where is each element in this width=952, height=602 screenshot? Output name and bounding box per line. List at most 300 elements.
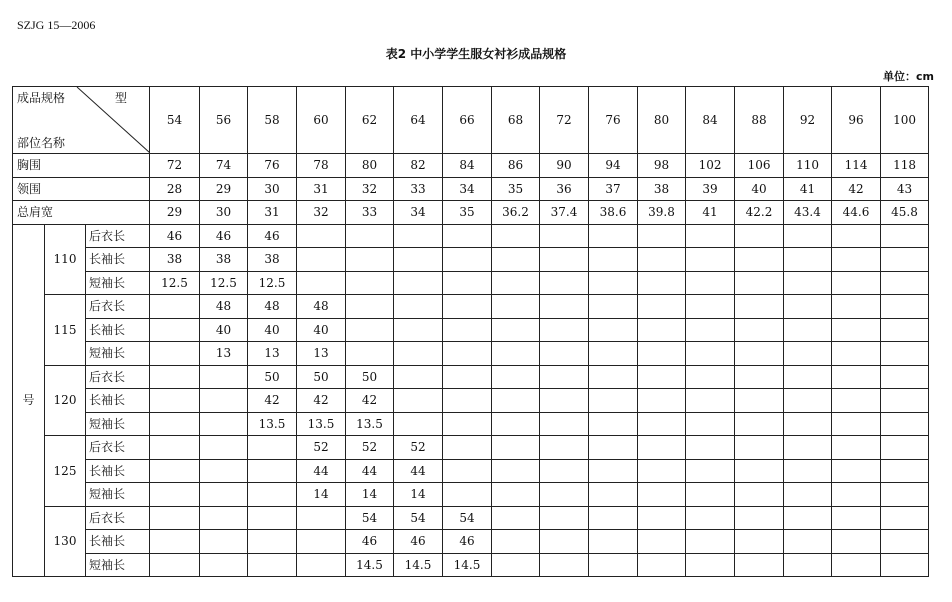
table-cell: 13: [200, 342, 248, 366]
table-cell: [686, 295, 735, 319]
table-cell: 52: [297, 436, 346, 460]
table-cell: [443, 248, 492, 272]
table-cell: [589, 295, 638, 319]
corner-label-type: 型: [115, 91, 128, 105]
table-cell: [492, 459, 540, 483]
table-cell: 33: [346, 201, 394, 225]
table-cell: [492, 248, 540, 272]
table-cell: [881, 295, 929, 319]
table-cell: [443, 459, 492, 483]
table-cell: 14.5: [443, 553, 492, 577]
table-cell: [686, 506, 735, 530]
table-cell: [638, 389, 686, 413]
part-label: 后衣长: [86, 506, 150, 530]
part-label: 短袖长: [86, 342, 150, 366]
table-cell: [784, 436, 832, 460]
table-cell: [784, 295, 832, 319]
table-cell: [735, 459, 784, 483]
type-header-cell: 56: [200, 87, 248, 154]
table-cell: [686, 365, 735, 389]
table-cell: [686, 530, 735, 554]
measure-label: 胸围: [13, 154, 150, 178]
table-cell: 30: [200, 201, 248, 225]
table-cell: 110: [784, 154, 832, 178]
table-cell: [297, 248, 346, 272]
table-cell: [394, 412, 443, 436]
size-row: [13, 506, 929, 530]
table-cell: [686, 248, 735, 272]
table-cell: [638, 530, 686, 554]
table-cell: 54: [394, 506, 443, 530]
table-cell: [735, 506, 784, 530]
type-header-cell: 66: [443, 87, 492, 154]
part-label: 长袖长: [86, 318, 150, 342]
size-row: [13, 224, 929, 248]
table-cell: 44.6: [832, 201, 881, 225]
table-cell: [394, 295, 443, 319]
table-cell: [881, 271, 929, 295]
table-title: 表2 中小学学生服女衬衫成品规格: [385, 47, 567, 61]
table-cell: 34: [394, 201, 443, 225]
part-label: 长袖长: [86, 530, 150, 554]
table-cell: [881, 318, 929, 342]
table-cell: [492, 365, 540, 389]
size-row: [13, 342, 929, 366]
table-cell: 33: [394, 177, 443, 201]
table-cell: [735, 318, 784, 342]
table-cell: [492, 436, 540, 460]
table-cell: [297, 224, 346, 248]
table-cell: [589, 224, 638, 248]
table-cell: [589, 459, 638, 483]
table-cell: 40: [200, 318, 248, 342]
table-cell: [492, 553, 540, 577]
table-cell: [832, 436, 881, 460]
table-cell: [589, 553, 638, 577]
table-cell: [248, 483, 297, 507]
table-cell: [492, 342, 540, 366]
table-cell: [881, 530, 929, 554]
table-cell: [492, 483, 540, 507]
table-cell: [394, 389, 443, 413]
table-cell: [150, 483, 200, 507]
table-cell: 74: [200, 154, 248, 178]
table-cell: [686, 224, 735, 248]
table-cell: 32: [346, 177, 394, 201]
table-cell: [832, 248, 881, 272]
table-cell: 12.5: [200, 271, 248, 295]
table-cell: 106: [735, 154, 784, 178]
table-cell: [686, 342, 735, 366]
table-cell: 13.5: [297, 412, 346, 436]
table-cell: [492, 271, 540, 295]
table-cell: [540, 365, 589, 389]
table-cell: 39: [686, 177, 735, 201]
table-cell: 50: [248, 365, 297, 389]
type-header-cell: 58: [248, 87, 297, 154]
table-cell: 48: [200, 295, 248, 319]
table-cell: [881, 412, 929, 436]
table-cell: 39.8: [638, 201, 686, 225]
table-cell: 14: [394, 483, 443, 507]
table-cell: [492, 295, 540, 319]
part-label: 短袖长: [86, 271, 150, 295]
table-cell: [735, 271, 784, 295]
table-cell: [638, 295, 686, 319]
table-cell: 78: [297, 154, 346, 178]
size-row: [13, 412, 929, 436]
type-header-cell: 80: [638, 87, 686, 154]
table-cell: 29: [150, 201, 200, 225]
type-header-cell: 60: [297, 87, 346, 154]
type-header-cell: 68: [492, 87, 540, 154]
table-cell: 50: [297, 365, 346, 389]
table-cell: [200, 530, 248, 554]
unit-label: 单位：cm: [883, 70, 934, 83]
table-cell: [248, 459, 297, 483]
table-cell: [540, 318, 589, 342]
table-cell: [638, 412, 686, 436]
table-cell: [297, 530, 346, 554]
table-cell: 35: [443, 201, 492, 225]
table-cell: 35: [492, 177, 540, 201]
hao-label: 号: [13, 224, 45, 577]
table-cell: 44: [346, 459, 394, 483]
table-cell: [784, 412, 832, 436]
table-cell: [638, 224, 686, 248]
table-cell: [686, 318, 735, 342]
table-cell: [200, 483, 248, 507]
table-cell: [881, 483, 929, 507]
table-cell: [540, 553, 589, 577]
table-cell: [394, 342, 443, 366]
table-cell: [638, 271, 686, 295]
table-cell: [686, 271, 735, 295]
table-cell: [394, 248, 443, 272]
table-cell: [784, 248, 832, 272]
table-cell: 98: [638, 154, 686, 178]
table-cell: [394, 318, 443, 342]
table-cell: [248, 553, 297, 577]
table-cell: 14.5: [346, 553, 394, 577]
size-row: [13, 530, 929, 554]
table-cell: 13.5: [248, 412, 297, 436]
table-cell: 14: [297, 483, 346, 507]
table-cell: [638, 436, 686, 460]
table-cell: 37.4: [540, 201, 589, 225]
part-label: 后衣长: [86, 365, 150, 389]
table-cell: 42: [832, 177, 881, 201]
table-cell: 72: [150, 154, 200, 178]
table-cell: [784, 389, 832, 413]
table-cell: [686, 483, 735, 507]
table-cell: [735, 553, 784, 577]
table-cell: [443, 318, 492, 342]
table-cell: 38: [200, 248, 248, 272]
table-cell: 30: [248, 177, 297, 201]
table-cell: [832, 553, 881, 577]
table-cell: [150, 412, 200, 436]
table-cell: [735, 342, 784, 366]
table-cell: [832, 342, 881, 366]
table-cell: [200, 365, 248, 389]
table-cell: 52: [346, 436, 394, 460]
table-cell: [881, 365, 929, 389]
size-row: [13, 271, 929, 295]
table-cell: 14.5: [394, 553, 443, 577]
table-cell: [150, 553, 200, 577]
table-cell: [589, 271, 638, 295]
table-cell: 12.5: [150, 271, 200, 295]
table-cell: 102: [686, 154, 735, 178]
table-cell: [540, 506, 589, 530]
table-cell: 44: [394, 459, 443, 483]
table-cell: [589, 483, 638, 507]
table-cell: [540, 295, 589, 319]
table-cell: 43.4: [784, 201, 832, 225]
table-cell: [881, 506, 929, 530]
size-row: [13, 365, 929, 389]
table-cell: 118: [881, 154, 929, 178]
measure-label: 总肩宽: [13, 201, 150, 225]
table-cell: [150, 365, 200, 389]
type-header-cell: 84: [686, 87, 735, 154]
table-cell: [784, 365, 832, 389]
table-cell: 90: [540, 154, 589, 178]
table-cell: [346, 295, 394, 319]
table-cell: [150, 459, 200, 483]
table-cell: 46: [346, 530, 394, 554]
table-cell: [638, 459, 686, 483]
table-cell: [735, 248, 784, 272]
table-cell: [443, 224, 492, 248]
table-cell: [492, 224, 540, 248]
table-cell: 42: [248, 389, 297, 413]
table-cell: [394, 365, 443, 389]
table-cell: [443, 483, 492, 507]
table-cell: 48: [297, 295, 346, 319]
table-cell: [638, 483, 686, 507]
table-cell: 31: [297, 177, 346, 201]
part-label: 后衣长: [86, 224, 150, 248]
table-cell: [735, 483, 784, 507]
table-cell: 46: [200, 224, 248, 248]
table-cell: [346, 224, 394, 248]
table-cell: [589, 436, 638, 460]
table-cell: [881, 224, 929, 248]
size-label: 115: [45, 295, 86, 366]
table-cell: [443, 271, 492, 295]
part-label: 长袖长: [86, 389, 150, 413]
size-label: 110: [45, 224, 86, 295]
table-cell: 46: [150, 224, 200, 248]
table-cell: [832, 506, 881, 530]
table-cell: [832, 459, 881, 483]
type-header-cell: 76: [589, 87, 638, 154]
table-cell: 13: [248, 342, 297, 366]
table-cell: 36.2: [492, 201, 540, 225]
table-cell: [150, 295, 200, 319]
table-cell: 37: [589, 177, 638, 201]
spec-table-body: [13, 87, 929, 577]
table-cell: 38: [248, 248, 297, 272]
table-cell: 38.6: [589, 201, 638, 225]
table-cell: [686, 389, 735, 413]
table-cell: [735, 436, 784, 460]
table-cell: [832, 412, 881, 436]
table-cell: [492, 530, 540, 554]
table-cell: [589, 248, 638, 272]
table-cell: 28: [150, 177, 200, 201]
table-cell: [881, 389, 929, 413]
table-cell: [443, 295, 492, 319]
table-cell: 32: [297, 201, 346, 225]
table-cell: 82: [394, 154, 443, 178]
table-cell: 46: [443, 530, 492, 554]
part-label: 短袖长: [86, 483, 150, 507]
table-cell: [540, 412, 589, 436]
table-cell: 36: [540, 177, 589, 201]
table-cell: [200, 436, 248, 460]
corner-label-spec: 成品规格: [17, 91, 66, 105]
measure-row: [13, 154, 929, 178]
measure-row: [13, 177, 929, 201]
table-cell: [443, 342, 492, 366]
size-row: [13, 389, 929, 413]
table-cell: [200, 506, 248, 530]
table-cell: [784, 506, 832, 530]
table-cell: [443, 365, 492, 389]
table-cell: [784, 224, 832, 248]
table-cell: [589, 318, 638, 342]
table-cell: [150, 530, 200, 554]
table-cell: [832, 365, 881, 389]
header-row: [13, 87, 929, 154]
table-cell: [735, 224, 784, 248]
table-cell: [784, 553, 832, 577]
table-cell: [200, 412, 248, 436]
table-cell: [686, 436, 735, 460]
table-cell: [394, 271, 443, 295]
table-cell: [200, 553, 248, 577]
table-cell: [832, 224, 881, 248]
table-cell: [735, 295, 784, 319]
table-cell: [784, 342, 832, 366]
table-cell: [589, 506, 638, 530]
table-cell: [150, 436, 200, 460]
table-cell: 76: [248, 154, 297, 178]
table-cell: 44: [297, 459, 346, 483]
size-row: [13, 295, 929, 319]
table-cell: [784, 483, 832, 507]
table-cell: 29: [200, 177, 248, 201]
table-cell: 38: [150, 248, 200, 272]
table-cell: 86: [492, 154, 540, 178]
size-row: [13, 436, 929, 460]
table-cell: 31: [248, 201, 297, 225]
table-cell: 80: [346, 154, 394, 178]
type-header-cell: 62: [346, 87, 394, 154]
table-cell: 45.8: [881, 201, 929, 225]
table-cell: 52: [394, 436, 443, 460]
size-label: 125: [45, 436, 86, 507]
table-cell: [784, 318, 832, 342]
table-cell: [346, 342, 394, 366]
table-cell: [540, 342, 589, 366]
table-cell: 54: [443, 506, 492, 530]
size-row: [13, 553, 929, 577]
table-cell: [784, 271, 832, 295]
table-cell: [346, 271, 394, 295]
table-cell: [150, 342, 200, 366]
type-header-cell: 92: [784, 87, 832, 154]
table-cell: [784, 530, 832, 554]
spec-table: [12, 86, 929, 577]
table-cell: 42.2: [735, 201, 784, 225]
type-header-cell: 54: [150, 87, 200, 154]
table-cell: 41: [784, 177, 832, 201]
table-cell: 41: [686, 201, 735, 225]
part-label: 短袖长: [86, 553, 150, 577]
table-cell: [735, 530, 784, 554]
table-cell: [297, 553, 346, 577]
part-label: 后衣长: [86, 295, 150, 319]
table-cell: 50: [346, 365, 394, 389]
table-cell: 42: [346, 389, 394, 413]
table-cell: [150, 318, 200, 342]
table-cell: [248, 530, 297, 554]
size-row: [13, 318, 929, 342]
table-cell: [540, 389, 589, 413]
part-label: 短袖长: [86, 412, 150, 436]
table-cell: [638, 318, 686, 342]
table-cell: 46: [394, 530, 443, 554]
table-cell: [394, 224, 443, 248]
table-cell: [686, 553, 735, 577]
table-cell: 114: [832, 154, 881, 178]
table-cell: 12.5: [248, 271, 297, 295]
table-cell: [832, 389, 881, 413]
table-cell: [492, 318, 540, 342]
size-label: 130: [45, 506, 86, 577]
table-cell: [784, 459, 832, 483]
table-cell: [686, 412, 735, 436]
table-cell: [638, 248, 686, 272]
size-label: 120: [45, 365, 86, 436]
table-cell: [540, 224, 589, 248]
table-cell: 54: [346, 506, 394, 530]
type-header-cell: 72: [540, 87, 589, 154]
table-cell: 84: [443, 154, 492, 178]
measure-label: 领围: [13, 177, 150, 201]
table-cell: 13: [297, 342, 346, 366]
corner-label-part: 部位名称: [17, 136, 66, 150]
table-cell: [589, 389, 638, 413]
table-cell: [540, 271, 589, 295]
table-cell: [881, 436, 929, 460]
table-cell: [346, 248, 394, 272]
type-header-cell: 96: [832, 87, 881, 154]
table-cell: [832, 483, 881, 507]
table-cell: [200, 459, 248, 483]
table-cell: [638, 553, 686, 577]
table-cell: [735, 389, 784, 413]
table-cell: [832, 271, 881, 295]
table-cell: [589, 342, 638, 366]
table-cell: [638, 506, 686, 530]
table-cell: [248, 506, 297, 530]
table-cell: 13.5: [346, 412, 394, 436]
